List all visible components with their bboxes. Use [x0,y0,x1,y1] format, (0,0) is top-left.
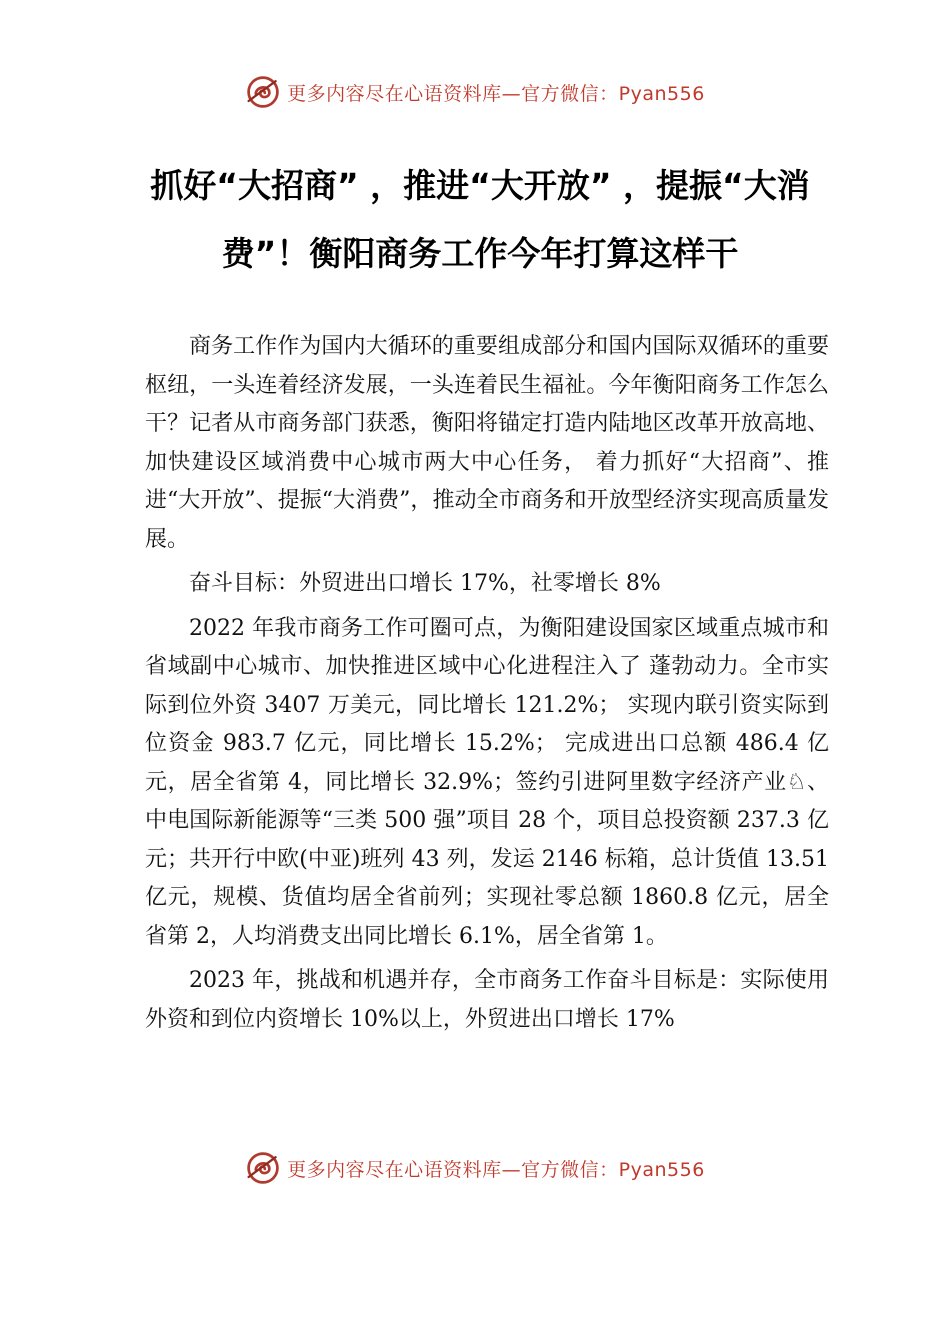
spiral-heart-logo-icon [245,74,281,110]
paragraph-2022-review: 2022 年我市商务工作可圈可点，为衡阳建设国家区域重点城市和省域副中心城市、加快推进区域中心化进程注入了 蓬勃动力。全市实际到位外资 3407 万美元，同比增长 121.2%； 实现内联引资实际到位资金 983.7 亿元，同比增长 15.2%； 完成进出口总额 486.4 亿元，居全省第 4，同比增长 32.9%；签约引进阿里数字经济产业♘、中电国际新能源等“三类 500 强”项目 28 个，项目总投资额 237.3 亿元；共开行中欧(中亚)班列 43 列，发运 2146 标箱，总计货值 13.51 亿元，规模、货值均居全省前列；实现社零总额 1860.8 亿元，居全省第 2，人均消费支出同比增长 6.1%，居全省第 1。 [145,615,829,949]
footer-banner-text: 更多内容尽在心语资料库—官方微信：Pyan556 [287,1158,705,1181]
paragraph-2023-goals: 2023 年，挑战和机遇并存，全市商务工作奋斗目标是：实际使用外资和到位内资增长 10%以上，外贸进出口增长 17% [145,968,829,1032]
header-banner-text: 更多内容尽在心语资料库—官方微信：Pyan556 [287,82,705,105]
article-title: 抓好“大招商” ，推进“大开放” ，提振“大消费”！衡阳商务工作今年打算这样干 [150,166,810,273]
spiral-heart-logo-icon [245,1150,281,1186]
paragraph-goal-heading: 奋斗目标：外贸进出口增长 17%，社零增长 8% [189,571,661,596]
header-banner [0,74,950,110]
article-body [145,328,829,1039]
footer-banner [0,1150,950,1186]
paragraph-intro: 商务工作作为国内大循环的重要组成部分和国内国际双循环的重要枢纽，一头连着经济发展，一头连着民生福祉。今年衡阳商务工作怎么干？记者从市商务部门获悉，衡阳将锚定打造内陆地区改革开放高地、加快建设区域消费中心城市两大中心任务， 着力抓好“大招商”、推进“大开放”、提振“大消费”，推动全市商务和开放型经济实现高质量发展。 [145,334,829,552]
